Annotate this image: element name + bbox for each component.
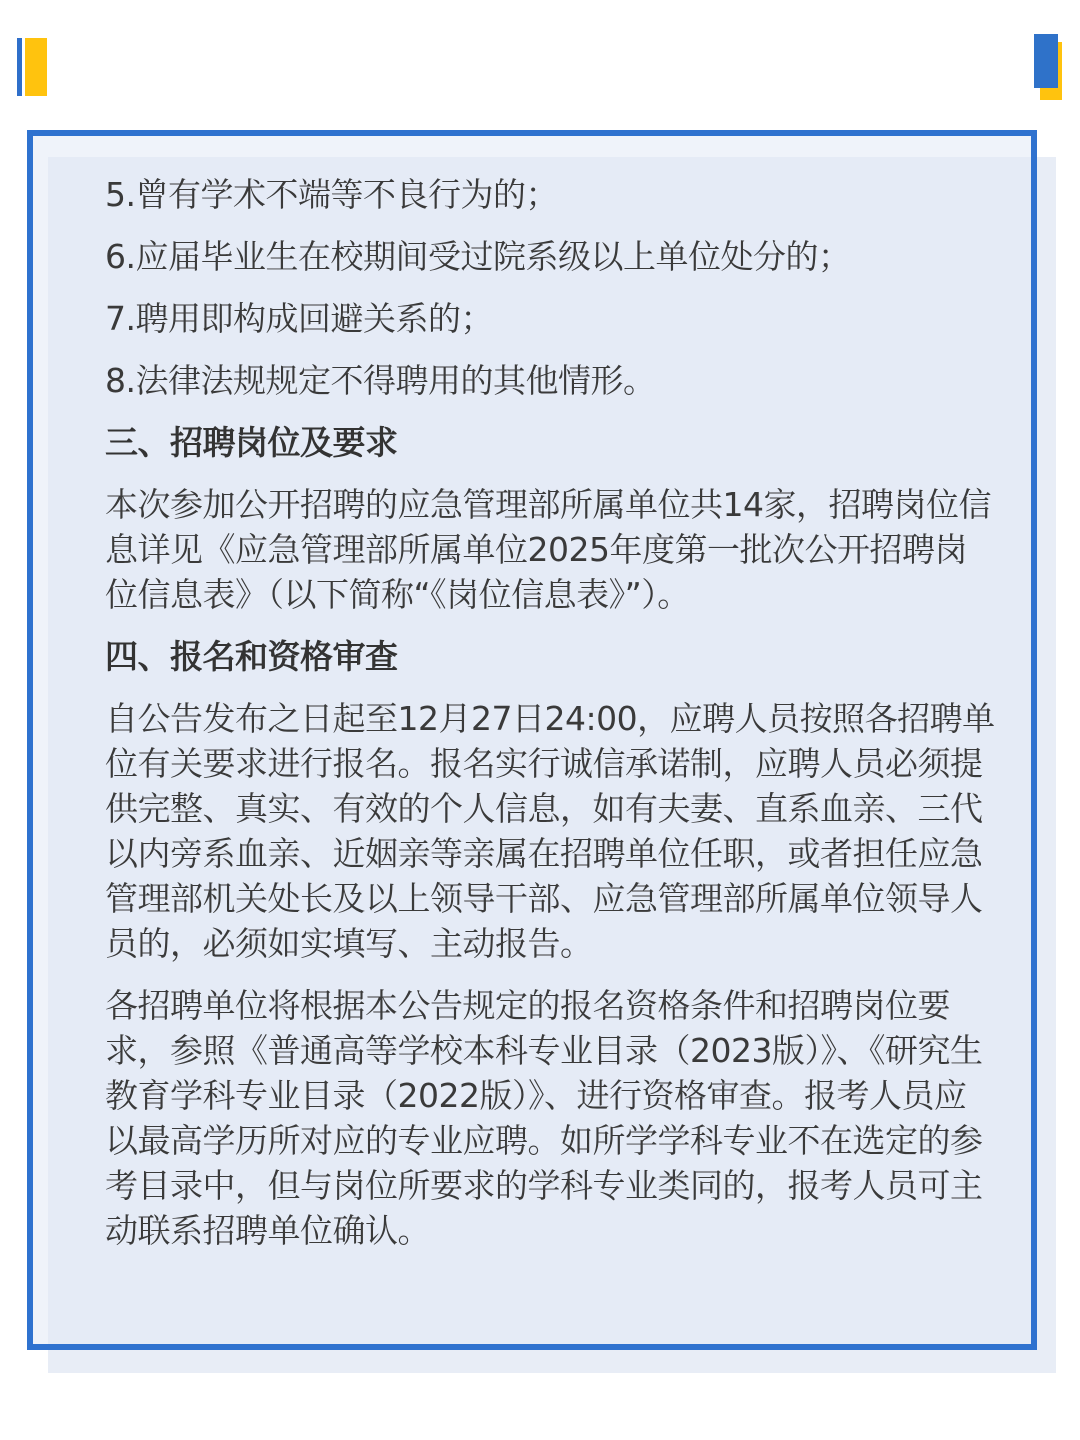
section-4-paragraph-1: 自公告发布之日起至12月27日24:00，应聘人员按照各招聘单位有关要求进行报名。报名实行诚信承诺制，应聘人员必须提供完整、真实、有效的个人信息，如有夫妻、直系血亲、三代以内旁系血亲、近姻亲等亲属在招聘单位任职，或者担任应急管理部机关处长及以上领导干部、应急管理部所属单位领导人员的，必须如实填写、主动报告。 xyxy=(105,699,995,963)
list-item-5: 5.曾有学术不端等不良行为的； xyxy=(105,175,558,214)
decor-bar-blue-left xyxy=(17,38,22,96)
section-3-heading: 三、招聘岗位及要求 xyxy=(105,423,398,462)
list-item-6: 6.应届毕业生在校期间受过院系级以上单位处分的； xyxy=(105,237,851,276)
section-3-paragraph: 本次参加公开招聘的应急管理部所属单位共14家，招聘岗位信息详见《应急管理部所属单位2025年度第一批次公开招聘岗位信息表》（以下简称“《岗位信息表》”）。 xyxy=(105,485,991,614)
list-item-7: 7.聘用即构成回避关系的； xyxy=(105,299,493,338)
section-4-paragraph-2: 各招聘单位将根据本公告规定的报名资格条件和招聘岗位要求，参照《普通高等学校本科专业目录（2023版）》、《研究生教育学科专业目录（2022版）》、进行资格审查。报考人员应以最高学历所对应的专业应聘。如所学学科专业不在选定的参考目录中，但与岗位所要求的学科专业类同的，报考人员可主动联系招聘单位确认。 xyxy=(105,986,983,1250)
document-body xyxy=(105,172,995,1270)
decor-bar-blue-right xyxy=(1034,34,1058,88)
decor-bar-yellow-left xyxy=(25,38,47,96)
section-4-heading: 四、报名和资格审查 xyxy=(105,637,398,676)
list-item-8: 8.法律法规规定不得聘用的其他情形。 xyxy=(105,361,656,400)
